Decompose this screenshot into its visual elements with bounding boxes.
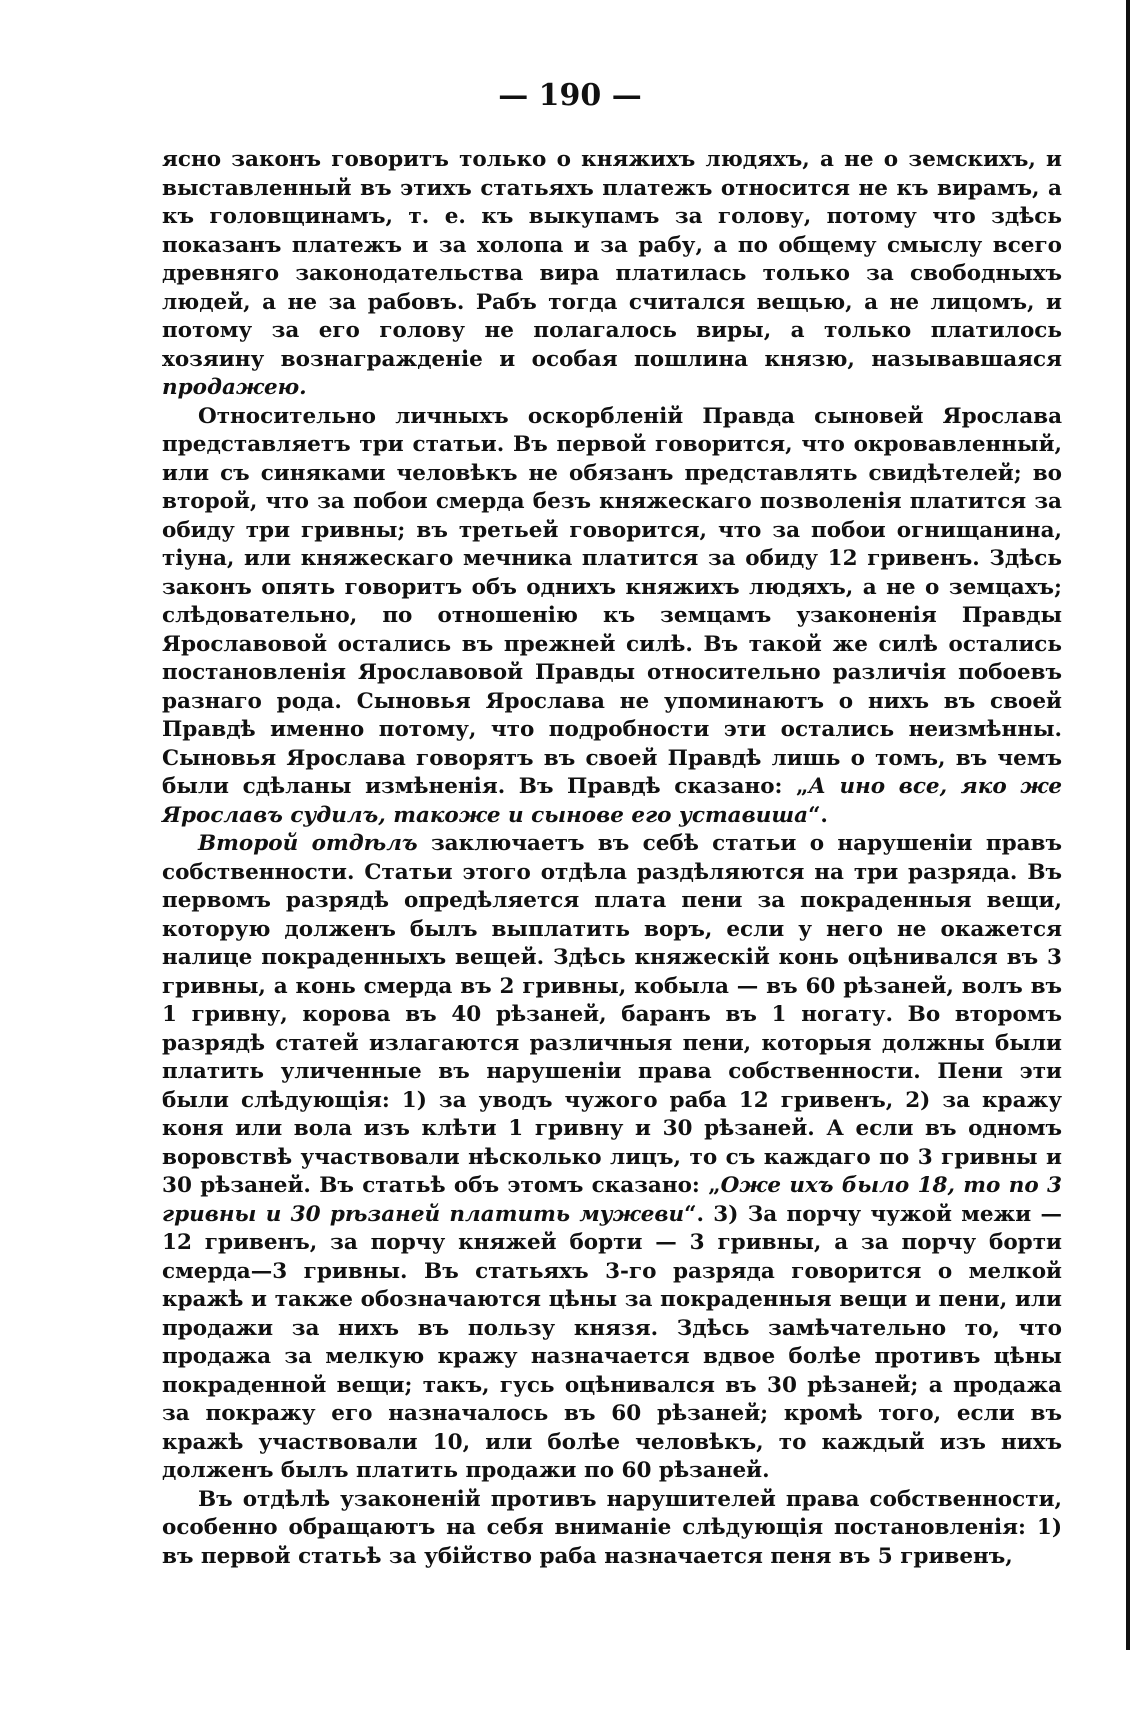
italic-quote: Оже ихъ было 18, то по 3 гривны и 30 рѣзаней платить мужеви <box>162 1173 1062 1227</box>
text-segment: Въ отдѣлѣ узаконеній противъ нарушителей права собственности, особенно обращаютъ на себя вниманіе слѣдующія постановленія: 1) въ первой статьѣ за убійство раба назначается пеня въ 5 гривенъ, <box>162 1486 1062 1569</box>
body-text <box>162 146 1062 1571</box>
page-edge-line <box>1126 0 1130 1650</box>
text-segment: ясно законъ говоритъ только о княжихъ людяхъ, а не о земскихъ, и выставленный въ этихъ статьяхъ платежъ относится не къ вирамъ, а къ головщинамъ, т. е. къ выкупамъ за голову, потому что здѣсь показанъ платежъ и за холопа и за рабу, а по общему смыслу всего древняго законодательства вира платилась только за свободныхъ людей, а не за рабовъ. Рабъ тогда считался вещью, а не лицомъ, и потому за его голову не полагалось виры, а только платилось хозяину вознагражденіе и особая пошлина князю, называвшаяся <box>162 147 1062 372</box>
italic-term: продажею. <box>162 375 307 400</box>
text-segment: “. 3) За порчу чужой межи — 12 гривенъ, за порчу княжей борти — 3 гривны, а за порчу борти смерда—3 гривны. Въ статьяхъ 3-го разряда говорится о мелкой кражѣ и также обозначаются цѣны за покраденныя вещи и пени, или продажи за нихъ въ пользу князя. Здѣсь замѣчательно то, что продажа за мелкую кражу назначается вдвое болѣе противъ цѣны покраденной вещи; такъ, гусь оцѣнивался въ 30 рѣзаней; а продажа за покражу его назначалось въ 60 рѣзаней; кромѣ того, если въ кражѣ участвовали 10, или болѣе человѣкъ, то каждый изъ нихъ долженъ былъ платить продажи по 60 рѣзаней. <box>162 1201 1063 1483</box>
paragraph-3 <box>162 830 1062 1486</box>
paragraph-2 <box>162 403 1062 831</box>
text-segment: “. <box>808 802 828 828</box>
paragraph-4 <box>162 1486 1062 1572</box>
page-number: — 190 — <box>498 78 642 113</box>
text-segment: заключаетъ въ себѣ статьи о нарушеніи правъ собственности. Статьи этого отдѣла раздѣляются на три разряда. Въ первомъ разрядѣ опредѣляется плата пени за покраденныя вещи, которую долженъ былъ выплатить воръ, если у него не окажется налице покраденныхъ вещей. Здѣсь княжескій конь оцѣнивался въ 3 гривны, а конь смерда въ 2 гривны, кобыла — въ 60 рѣзаней, волъ въ 1 гривну, корова въ 40 рѣзаней, баранъ въ 1 ногату. Во второмъ разрядѣ статей излагаются различныя пени, которыя должны были платить уличенные въ нарушеніи права собственности. Пени эти были слѣдующія: 1) за уводъ чужого раба 12 гривенъ, 2) за кражу коня или вола изъ клѣти 1 гривну и 30 рѣзаней. А если въ одномъ воровствѣ участвовали нѣсколько лицъ, то съ каждаго по 3 гривны и 30 рѣзаней. Въ статьѣ объ этомъ сказано: „ <box>162 831 1062 1198</box>
italic-quote: А ино все, яко же Ярославъ судилъ, такоже и сынове его уставиша <box>162 774 1063 828</box>
section-heading-italic: Второй отдѣлъ <box>198 831 418 856</box>
paragraph-1 <box>162 146 1062 403</box>
text-segment: Относительно личныхъ оскорбленій Правда сыновей Ярослава представляетъ три статьи. Въ первой говорится, что окровавленный, или съ синяками человѣкъ не обязанъ представлять свидѣтелей; во второй, что за побои смерда безъ княжескаго позволенія платится за обиду три гривны; въ третьей говорится, что за побои огнищанина, тіуна, или княжескаго мечника платится за обиду 12 гривенъ. Здѣсь законъ опять говоритъ объ однихъ княжихъ людяхъ, а не о земцахъ; слѣдовательно, по отношенію къ земцамъ узаконенія Правды Ярославовой остались въ прежней силѣ. Въ такой же силѣ остались постановленія Ярославовой Правды относительно различія побоевъ разнаго рода. Сыновья Ярослава не упоминаютъ о нихъ въ своей Правдѣ именно потому, что подробности эти остались неизмѣнны. Сыновья Ярослава говорятъ въ своей Правдѣ лишь о томъ, въ чемъ были сдѣланы измѣненія. Въ Правдѣ сказано: „ <box>162 403 1062 799</box>
